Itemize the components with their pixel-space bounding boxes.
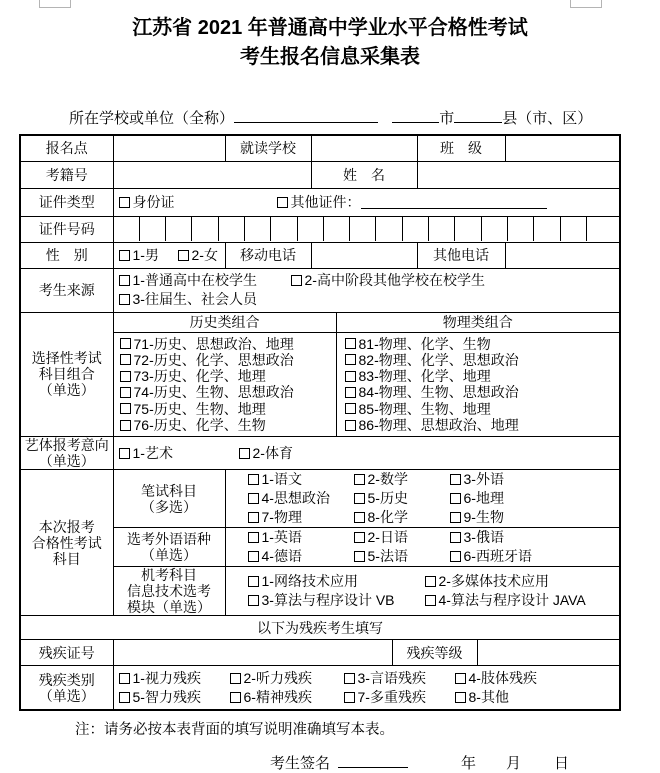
disability-level-input-cell[interactable] — [477, 640, 620, 666]
exam-id-label: 考籍号 — [20, 161, 113, 188]
reg-point-label: 报名点 — [20, 135, 113, 161]
option-label: 71-历史、思想政治、地理 — [133, 335, 294, 352]
option-label: 4-德语 — [261, 548, 302, 565]
option-label: 1-普通高中在校学生 — [132, 272, 257, 288]
form-title-line1: 江苏省 2021 年普通高中学业水平合格性考试 — [132, 17, 528, 39]
disability-type-option[interactable] — [344, 669, 455, 688]
computer-module-option[interactable] — [248, 591, 425, 610]
option-label: 5-历史 — [367, 490, 408, 507]
option-label: 73-历史、化学、地理 — [133, 368, 266, 385]
checkbox-icon — [119, 197, 130, 208]
checkbox-icon — [248, 474, 259, 485]
form-title-line2: 考生报名信息采集表 — [240, 46, 420, 68]
checkbox-icon — [120, 371, 131, 382]
written-subject-option[interactable] — [450, 470, 504, 489]
option-label: 4-算法与程序设计 JAVA — [438, 592, 586, 609]
checkbox-icon — [230, 692, 241, 703]
checkbox-icon — [119, 294, 130, 305]
language-option[interactable] — [248, 547, 354, 566]
language-option[interactable] — [450, 547, 532, 566]
gender-male-option[interactable] — [119, 246, 178, 265]
disability-level-label: 残疾等级 — [392, 640, 477, 666]
option-label: 6-地理 — [463, 490, 504, 507]
option-label: 2-高中阶段其他学校在校学生 — [304, 272, 485, 288]
option-label: 5-智力残疾 — [132, 688, 201, 705]
id-digit-box[interactable] — [166, 217, 192, 241]
checkbox-icon — [248, 576, 259, 587]
option-label: 8-化学 — [367, 509, 408, 526]
option-label: 1-视力残疾 — [132, 669, 201, 686]
option-label: 1-男 — [132, 246, 159, 263]
table-row — [20, 242, 620, 268]
option-label: 3-算法与程序设计 VB — [261, 592, 395, 609]
id-number-label: 证件号码 — [20, 216, 113, 242]
source-option[interactable] — [119, 290, 257, 309]
month-label: 月 — [506, 754, 522, 772]
checkbox-icon — [119, 673, 130, 684]
id-type-label: 证件类型 — [20, 188, 113, 216]
disability-type-option[interactable] — [230, 688, 344, 707]
school-line — [69, 107, 660, 128]
checkbox-icon — [450, 512, 461, 523]
option-label: 6-西班牙语 — [463, 548, 532, 565]
year-label: 年 — [461, 754, 477, 772]
id-digit-box[interactable] — [534, 217, 560, 241]
option-label: 76-历史、化学、生物 — [133, 416, 266, 433]
language-option[interactable] — [354, 547, 450, 566]
option-label: 其他证件： — [290, 193, 361, 210]
checkbox-icon — [119, 692, 130, 703]
county-blank[interactable] — [454, 109, 502, 123]
id-digit-box[interactable] — [482, 217, 508, 241]
history-combo-option[interactable] — [120, 336, 336, 352]
computer-module-option[interactable] — [248, 572, 425, 591]
history-combo-option[interactable] — [120, 401, 336, 417]
checkbox-icon — [455, 692, 466, 703]
option-label: 4-思想政治 — [261, 490, 330, 507]
registration-form-table — [19, 134, 621, 711]
table-row — [20, 216, 620, 242]
checkbox-icon — [248, 493, 259, 504]
arts-intent-label: 艺体报考意向 （单选） — [20, 437, 113, 470]
written-subjects-label: 笔试科目 （多选） — [113, 470, 225, 528]
footnote: 注：请务必按本表背面的填写说明准确填写本表。 — [75, 721, 394, 738]
id-digit-box[interactable] — [298, 217, 324, 241]
option-label: 86-物理、思想政治、地理 — [358, 416, 519, 433]
physics-combo-list — [337, 333, 620, 437]
disability-section-header: 以下为残疾考生填写 — [20, 616, 620, 640]
history-combo-option[interactable] — [120, 417, 336, 433]
current-exam-label: 本次报考 合格性考试 科目 — [20, 470, 113, 616]
checkbox-icon — [120, 387, 131, 398]
option-label: 3-往届生、社会人员 — [132, 291, 257, 307]
option-label: 82-物理、化学、思想政治 — [358, 351, 519, 368]
computer-module-option[interactable] — [425, 591, 586, 610]
checkbox-icon — [120, 354, 131, 365]
id-number-tail — [587, 217, 619, 241]
checkbox-icon — [120, 338, 131, 349]
history-combo-list — [114, 333, 336, 437]
history-combo-option[interactable] — [120, 352, 336, 368]
option-label: 1-艺术 — [132, 444, 173, 461]
id-digit-box[interactable] — [114, 217, 140, 241]
disability-type-option[interactable] — [455, 688, 509, 707]
checkbox-icon — [248, 532, 259, 543]
checkbox-icon — [277, 197, 288, 208]
table-row — [20, 188, 620, 216]
computer-module-option[interactable] — [425, 572, 549, 591]
checkbox-icon — [345, 354, 356, 365]
checkbox-icon — [239, 448, 250, 459]
disability-type-option[interactable] — [344, 688, 455, 707]
id-card-option[interactable] — [119, 193, 277, 212]
checkbox-icon — [291, 275, 302, 286]
checkbox-icon — [345, 371, 356, 382]
computer-module-label: 机考科目 信息技术选考 模块（单选） — [113, 567, 225, 616]
option-label: 83-物理、化学、地理 — [358, 368, 491, 385]
day-label: 日 — [554, 754, 570, 772]
class-input-cell[interactable] — [505, 135, 620, 161]
arts-option[interactable] — [119, 444, 239, 463]
checkbox-icon — [345, 420, 356, 431]
option-label: 2-女 — [191, 246, 218, 263]
disability-id-input-cell[interactable] — [113, 640, 392, 666]
written-subject-option[interactable] — [354, 489, 450, 508]
other-phone-label: 其他电话 — [417, 242, 505, 268]
checkbox-icon — [450, 493, 461, 504]
county-suffix-label: 县（市、区） — [502, 110, 593, 127]
disability-id-label: 残疾证号 — [20, 640, 113, 666]
option-label: 2-日语 — [367, 529, 408, 546]
history-combo-option[interactable] — [120, 368, 336, 384]
option-label: 2-听力残疾 — [243, 669, 312, 686]
id-digit-box[interactable] — [561, 217, 587, 241]
id-digit-box[interactable] — [429, 217, 455, 241]
option-label: 84-物理、生物、思想政治 — [358, 384, 519, 401]
checkbox-icon — [230, 673, 241, 684]
sports-option[interactable] — [239, 444, 293, 463]
source-option[interactable] — [119, 271, 291, 290]
checkbox-icon — [354, 512, 365, 523]
school-name-blank[interactable] — [234, 109, 378, 123]
signature-blank[interactable] — [338, 754, 408, 768]
option-label: 身份证 — [132, 193, 175, 210]
option-label: 72-历史、化学、思想政治 — [133, 351, 294, 368]
option-label: 1-网络技术应用 — [261, 573, 358, 590]
disability-type-option[interactable] — [230, 669, 344, 688]
checkbox-icon — [178, 250, 189, 261]
language-option[interactable] — [450, 528, 504, 547]
table-row — [20, 135, 620, 161]
checkbox-icon — [345, 338, 356, 349]
option-label: 81-物理、化学、生物 — [358, 335, 491, 352]
id-digit-box[interactable] — [192, 217, 218, 241]
page-margin-mark-right — [570, 0, 602, 8]
option-label: 3-俄语 — [463, 529, 504, 546]
option-label: 2-体育 — [252, 444, 293, 461]
id-digit-box[interactable] — [403, 217, 429, 241]
id-number-boxes — [114, 217, 620, 241]
history-group-header: 历史类组合 — [113, 312, 336, 332]
table-row — [20, 437, 620, 470]
city-blank[interactable] — [392, 109, 439, 123]
table-row — [20, 268, 620, 312]
other-id-option[interactable] — [277, 193, 361, 212]
mobile-phone-input-cell[interactable] — [311, 242, 417, 268]
signature-line — [270, 752, 660, 773]
option-label: 9-生物 — [463, 509, 504, 526]
gender-female-option[interactable] — [178, 246, 218, 265]
table-row — [20, 666, 620, 710]
option-label: 2-多媒体技术应用 — [438, 573, 549, 590]
disability-type-option[interactable] — [119, 669, 230, 688]
id-digit-box[interactable] — [271, 217, 297, 241]
other-phone-input-cell[interactable] — [505, 242, 620, 268]
disability-type-option[interactable] — [455, 669, 537, 688]
disability-type-label: 残疾类别 （单选） — [20, 666, 113, 710]
checkbox-icon — [425, 595, 436, 606]
signature-label: 考生签名 — [270, 754, 331, 772]
checkbox-icon — [248, 595, 259, 606]
reg-point-input-cell[interactable] — [113, 135, 225, 161]
checkbox-icon — [344, 692, 355, 703]
selective-subjects-label: 选择性考试 科目组合 （单选） — [20, 312, 113, 437]
physics-group-header: 物理类组合 — [336, 312, 620, 332]
id-digit-box[interactable] — [350, 217, 376, 241]
school-line-label: 所在学校或单位（全称） — [69, 110, 235, 127]
attending-school-input-cell[interactable] — [311, 135, 417, 161]
checkbox-icon — [345, 403, 356, 414]
id-digit-box[interactable] — [455, 217, 481, 241]
id-digit-box[interactable] — [219, 217, 245, 241]
checkbox-icon — [248, 512, 259, 523]
checkbox-icon — [354, 532, 365, 543]
table-row — [20, 161, 620, 188]
id-digit-box[interactable] — [376, 217, 402, 241]
checkbox-icon — [120, 420, 131, 431]
option-label: 1-语文 — [261, 471, 302, 488]
physics-combo-option[interactable] — [345, 401, 620, 417]
option-label: 3-言语残疾 — [357, 669, 426, 686]
checkbox-icon — [344, 673, 355, 684]
written-subject-option[interactable] — [248, 489, 354, 508]
name-input-cell[interactable] — [417, 161, 620, 188]
physics-combo-option[interactable] — [345, 336, 620, 352]
table-row — [20, 616, 620, 640]
class-label: 班 级 — [417, 135, 505, 161]
option-label: 6-精神残疾 — [243, 688, 312, 705]
mobile-phone-label: 移动电话 — [225, 242, 311, 268]
option-label: 75-历史、生物、地理 — [133, 400, 266, 417]
table-row — [20, 312, 620, 332]
other-id-blank[interactable] — [361, 195, 547, 209]
table-row — [20, 470, 620, 528]
option-label: 85-物理、生物、地理 — [358, 400, 491, 417]
checkbox-icon — [455, 673, 466, 684]
language-option[interactable] — [248, 528, 354, 547]
disability-type-option[interactable] — [119, 688, 230, 707]
written-subject-option[interactable] — [450, 489, 504, 508]
id-digit-box[interactable] — [140, 217, 166, 241]
source-label: 考生来源 — [20, 268, 113, 312]
option-label: 1-英语 — [261, 529, 302, 546]
checkbox-icon — [354, 493, 365, 504]
checkbox-icon — [248, 551, 259, 562]
option-label: 7-物理 — [261, 509, 302, 526]
checkbox-icon — [119, 448, 130, 459]
checkbox-icon — [450, 474, 461, 485]
written-subject-option[interactable] — [354, 508, 450, 527]
checkbox-icon — [354, 474, 365, 485]
option-label: 7-多重残疾 — [357, 688, 426, 705]
language-option[interactable] — [354, 528, 450, 547]
checkbox-icon — [425, 576, 436, 587]
checkbox-icon — [120, 403, 131, 414]
option-label: 74-历史、生物、思想政治 — [133, 384, 294, 401]
checkbox-icon — [119, 275, 130, 286]
physics-combo-option[interactable] — [345, 368, 620, 384]
checkbox-icon — [450, 551, 461, 562]
checkbox-icon — [450, 532, 461, 543]
physics-combo-option[interactable] — [345, 352, 620, 368]
option-label: 3-外语 — [463, 471, 504, 488]
written-subject-option[interactable] — [354, 470, 450, 489]
foreign-language-label: 选考外语语种 （单选） — [113, 528, 225, 567]
written-subject-option[interactable] — [248, 508, 354, 527]
exam-id-input-cell[interactable] — [113, 161, 311, 188]
source-option[interactable] — [291, 271, 485, 290]
written-subject-option[interactable] — [248, 470, 354, 489]
city-suffix-label: 市 — [439, 110, 455, 127]
checkbox-icon — [119, 250, 130, 261]
physics-combo-option[interactable] — [345, 384, 620, 400]
name-label: 姓 名 — [311, 161, 417, 188]
page-margin-mark-left — [39, 0, 71, 8]
table-row — [20, 640, 620, 666]
written-subject-option[interactable] — [450, 508, 504, 527]
option-label: 5-法语 — [367, 548, 408, 565]
id-digit-box[interactable] — [245, 217, 271, 241]
physics-combo-option[interactable] — [345, 417, 620, 433]
option-label: 4-肢体残疾 — [468, 669, 537, 686]
checkbox-icon — [345, 387, 356, 398]
checkbox-icon — [354, 551, 365, 562]
id-digit-box[interactable] — [508, 217, 534, 241]
gender-label: 性 别 — [20, 242, 113, 268]
option-label: 2-数学 — [367, 471, 408, 488]
history-combo-option[interactable] — [120, 384, 336, 400]
attending-school-label: 就读学校 — [225, 135, 311, 161]
option-label: 8-其他 — [468, 688, 509, 705]
id-digit-box[interactable] — [324, 217, 350, 241]
